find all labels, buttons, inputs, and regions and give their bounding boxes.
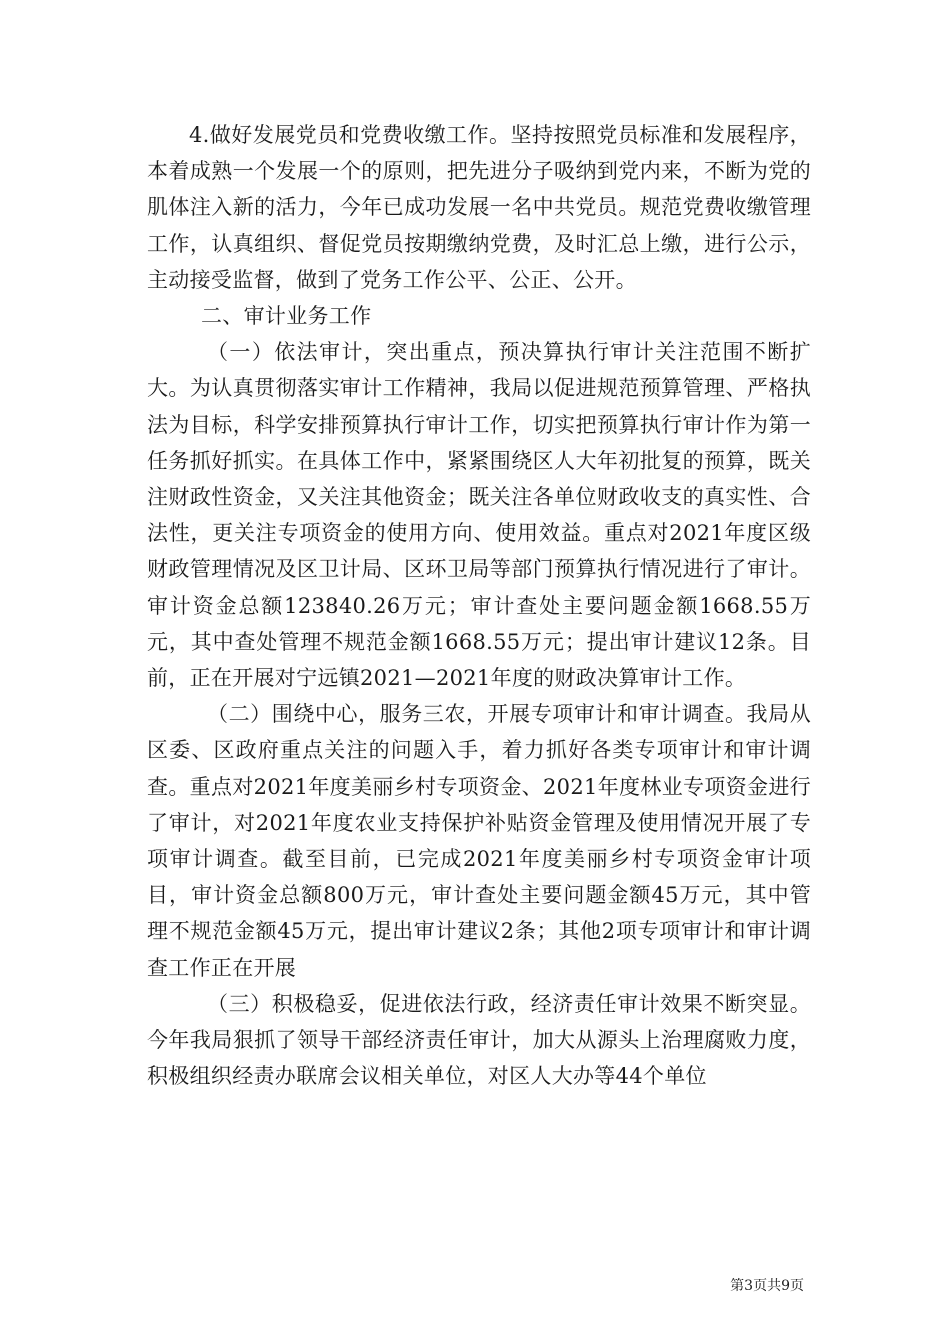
page-number: 第3页共9页 xyxy=(730,1278,804,1294)
paragraph-special-audit: （二）围绕中心，服务三农，开展专项审计和审计调查。我局从区委、区政府重点关注的问题入手，着力抓好各类专项审计和审计调查。重点对2021年度美丽乡村专项资金、2021年度林业专项资金进行了审计，对2021年度农业支持保护补贴资金管理及使用情况开展了专项审计调查。截至目前，已完成2021年度美丽乡村专项资金审计项目，审计资金总额800万元，审计查处主要问题金额45万元，其中管理不规范金额45万元，提出审计建议2条；其他2项专项审计和审计调查工作正在开展 xyxy=(147,702,811,980)
paragraph-budget-audit: （一）依法审计，突出重点，预决算执行审计关注范围不断扩大。为认真贯彻落实审计工作精神，我局以促进规范预算管理、严格执法为目标，科学安排预算执行审计工作，切实把预算执行审计作为第一任务抓好抓实。在具体工作中，紧紧围绕区人大年初批复的预算，既关注财政性资金，又关注其他资金；既关注各单位财政收支的真实性、合法性，更关注专项资金的使用方向、使用效益。重点对2021年度区级财政管理情况及区卫计局、区环卫局等部门预算执行情况进行了审计。审计资金总额123840.26万元；审计查处主要问题金额1668.55万元，其中查处管理不规范金额1668.55万元；提出审计建议12条。目前，正在开展对宁远镇2021—2021年度的财政决算审计工作。 xyxy=(147,340,811,691)
section-heading-audit-work: 二、审计业务工作 xyxy=(201,304,372,329)
document-body xyxy=(147,117,811,1094)
paragraph-party-development: 4.做好发展党员和党费收缴工作。坚持按照党员标准和发展程序，本着成熟一个发展一个的原则，把先进分子吸纳到党内来，不断为党的肌体注入新的活力，今年已成功发展一名中共党员。规范党费收缴管理工作，认真组织、督促党员按期缴纳党费，及时汇总上缴，进行公示，主动接受监督，做到了党务工作公平、公正、公开。 xyxy=(147,123,811,292)
paragraph-economic-responsibility-audit: （三）积极稳妥，促进依法行政，经济责任审计效果不断突显。今年我局狠抓了领导干部经济责任审计，加大从源头上治理腐败力度，积极组织经责办联席会议相关单位，对区人大办等44个单位 xyxy=(147,991,811,1089)
